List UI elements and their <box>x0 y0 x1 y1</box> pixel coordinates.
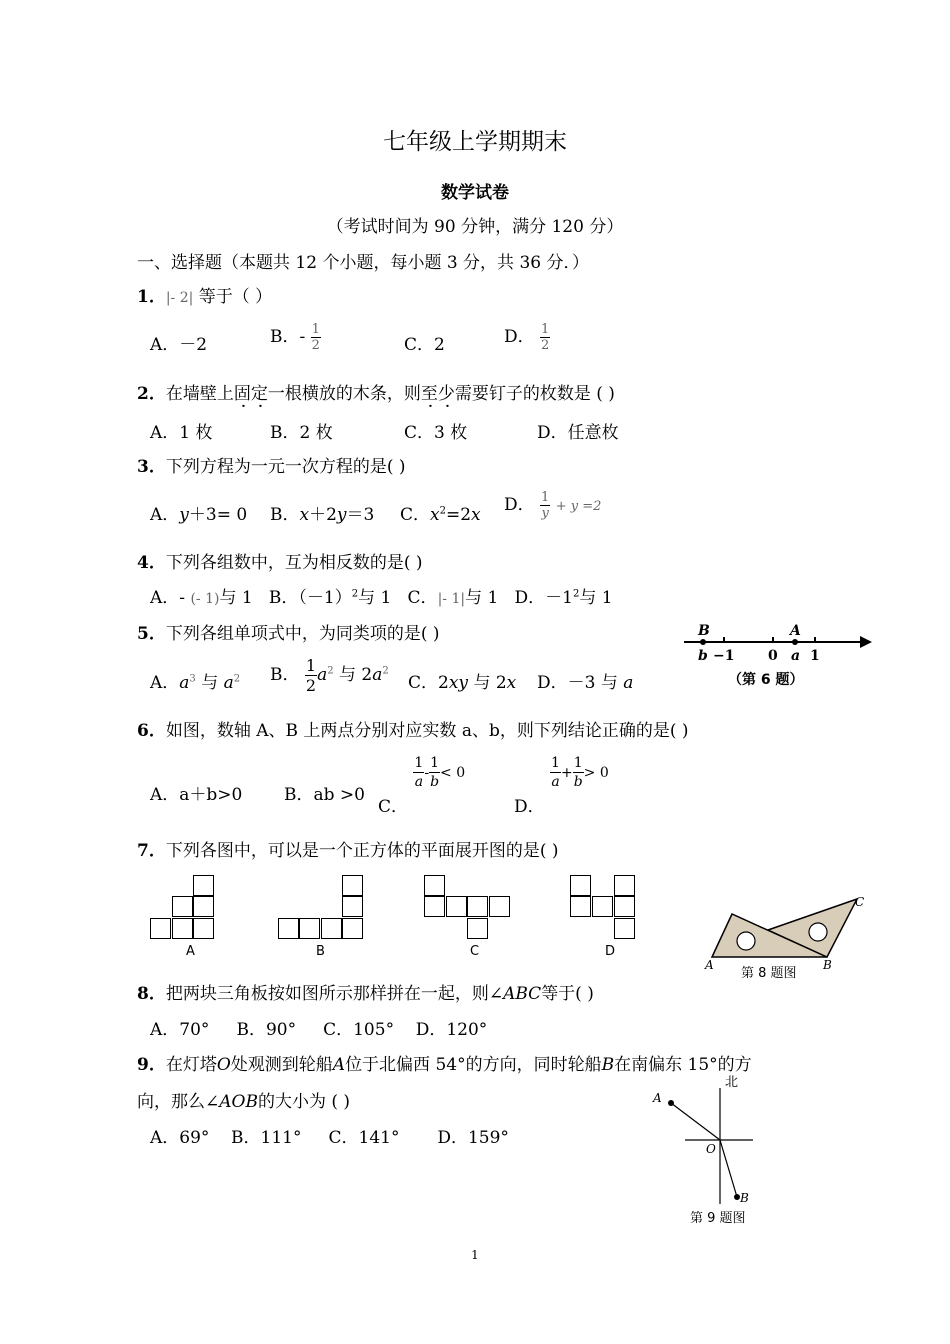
net-square <box>193 896 214 917</box>
section-heading: 一、选择题（本题共 12 个小题，每小题 3 分，共 36 分．） <box>137 253 590 273</box>
question-5 <box>137 619 440 644</box>
net-square <box>278 918 299 939</box>
option-c-label: C． <box>407 588 438 608</box>
question-9-line-2 <box>137 1087 350 1112</box>
exponent: 2 <box>382 665 389 677</box>
option-label: C． <box>378 797 409 817</box>
fraction <box>540 490 550 521</box>
q3-option-a <box>150 500 247 525</box>
q1-option-a: A．－2 <box>150 335 208 355</box>
numerator: 1 <box>551 755 560 771</box>
fraction <box>573 754 584 791</box>
variable: a <box>317 665 328 685</box>
q3-option-d <box>504 490 601 521</box>
variable: a <box>372 665 383 685</box>
question-number: 2． <box>137 384 166 404</box>
net-square <box>467 918 488 939</box>
q8-options <box>150 1015 487 1040</box>
ray-oa <box>671 1103 720 1140</box>
question-8 <box>137 979 594 1004</box>
denominator: 2 <box>305 676 317 695</box>
number-line-figure <box>676 618 876 690</box>
figure-caption: 第 8 题图 <box>741 966 797 981</box>
exponent: 2 <box>439 505 446 517</box>
emphasis-char: 少 <box>437 384 455 404</box>
question-3 <box>137 452 406 477</box>
ray-ob <box>720 1140 737 1197</box>
cube-net-c <box>424 875 512 941</box>
q6-option-c <box>378 754 466 817</box>
question-number: 1． <box>137 287 166 307</box>
option-d: D．120° <box>415 1020 488 1040</box>
exponent: 2 <box>351 588 359 600</box>
net-square <box>342 918 363 939</box>
q6-option-b: B．ab >0 <box>284 785 365 805</box>
expression: < 0 <box>440 765 466 781</box>
net-square <box>570 896 591 917</box>
option-label: A． <box>150 505 180 525</box>
label-zero: 0 <box>768 648 778 664</box>
point-a <box>668 1100 674 1106</box>
net-square <box>614 918 635 939</box>
question-number: 9． <box>137 1055 166 1075</box>
variable: x <box>471 505 481 525</box>
numerator: 1 <box>573 755 583 771</box>
hole-right <box>809 923 827 941</box>
net-label-d: D <box>605 944 616 959</box>
denominator: a <box>414 774 424 790</box>
variable: x <box>506 673 517 693</box>
abs-expression: |- 2| <box>165 290 194 306</box>
net-square <box>150 918 171 939</box>
question-4 <box>137 548 423 573</box>
question-stem: 如图，数轴 A、B 上两点分别对应实数 a、b，则下列结论正确的是( ) <box>165 721 689 741</box>
net-square <box>614 875 635 896</box>
option-a: A．69° <box>150 1128 210 1148</box>
figure-caption: 第 9 题图 <box>690 1211 746 1226</box>
stem-part: 处观测到轮船 <box>230 1055 333 1075</box>
label-B: B <box>698 623 710 639</box>
point-a <box>792 639 798 645</box>
expression: > 0 <box>583 765 609 781</box>
label-B: B <box>823 958 832 972</box>
question-stem: 把两块三角板按如图所示那样拼在一起，则∠ <box>165 984 504 1004</box>
variable: y <box>336 505 347 525</box>
expression: + y =2 <box>555 499 602 514</box>
fraction <box>540 322 550 353</box>
expression: ＝3 <box>346 505 375 525</box>
label-B: B <box>740 1191 749 1205</box>
expression: 与 2 <box>339 665 373 685</box>
net-square <box>299 918 320 939</box>
fraction <box>429 754 440 791</box>
exponent: 3 <box>189 673 196 685</box>
net-square <box>342 875 363 896</box>
variable: xy <box>448 673 469 693</box>
label-north: 北 <box>725 1075 739 1090</box>
question-number: 3． <box>137 457 166 477</box>
variable: a <box>179 673 190 693</box>
expression: ＋3= 0 <box>188 505 248 525</box>
option-label: B． <box>270 505 300 525</box>
expression: ＋2 <box>309 505 337 525</box>
q5-option-a <box>150 668 240 693</box>
question-6 <box>137 716 689 741</box>
option-label: D． <box>504 327 535 347</box>
question-1 <box>137 282 272 307</box>
fraction <box>311 322 321 353</box>
net-label-a: A <box>186 944 195 959</box>
denominator: 2 <box>541 338 550 353</box>
label-A: A <box>653 1091 662 1105</box>
net-label-c: C <box>470 944 480 959</box>
stem-part: 位于北偏西 54°的方向，同时轮船 <box>345 1055 602 1075</box>
page-title: 七年级上学期期末 <box>383 129 567 155</box>
emphasis-char: 至 <box>420 384 438 404</box>
net-square <box>592 896 613 917</box>
variable: ABC <box>503 984 542 1004</box>
question-stem: 下列各组单项式中，为同类项的是( ) <box>165 624 440 644</box>
option-label: D． <box>504 495 535 515</box>
option-d: D．159° <box>437 1128 509 1148</box>
question-number: 4． <box>137 553 166 573</box>
q2-option-c: C．3 枚 <box>404 423 468 443</box>
label-A: A <box>705 958 714 972</box>
expression: (- 1) <box>190 591 220 607</box>
stem-part: 的大小为 ( ) <box>257 1092 351 1112</box>
question-stem: 等于( ) <box>541 984 594 1004</box>
expression: 与 1 <box>219 588 253 608</box>
option-b: B．90° <box>236 1020 297 1040</box>
option-label: B．- <box>270 327 306 347</box>
numerator: 1 <box>311 322 320 337</box>
q5-option-c <box>408 668 516 693</box>
net-square <box>342 896 363 917</box>
page-subtitle: 数学试卷 <box>441 183 509 203</box>
expression: 与 1 <box>465 588 499 608</box>
numerator: 1 <box>414 755 424 771</box>
question-2 <box>137 379 615 404</box>
expression: 与 1 <box>358 588 392 608</box>
question-7 <box>137 836 559 861</box>
question-stem: 下列方程为一元一次方程的是( ) <box>165 457 406 477</box>
stem-part: 在灯塔 <box>165 1055 217 1075</box>
expression: 与 <box>201 673 219 693</box>
variable: B <box>601 1055 615 1075</box>
q5-option-b <box>270 656 389 695</box>
exponent: 2 <box>233 673 241 685</box>
expression: |- 1| <box>437 591 466 607</box>
emphasis-char: 固 <box>233 384 251 404</box>
option-label: C． <box>400 505 431 525</box>
numerator: 1 <box>541 490 550 505</box>
q3-option-b <box>270 500 374 525</box>
variable: a <box>623 673 634 693</box>
cube-net-b <box>278 875 364 941</box>
expression: 与 1 <box>579 588 613 608</box>
exponent: 2 <box>327 665 334 677</box>
question-number: 7． <box>137 841 166 861</box>
net-square <box>172 896 193 917</box>
stem-part: 一根横放的木条，则 <box>267 384 421 404</box>
q6-option-a: A．a＋b>0 <box>150 785 243 805</box>
option-label: B． <box>270 665 300 685</box>
fraction <box>413 754 424 791</box>
expression: =2 <box>445 505 472 525</box>
net-square <box>193 918 214 939</box>
operator: + <box>560 765 573 781</box>
question-number: 6． <box>137 721 166 741</box>
variable: x <box>430 505 440 525</box>
triangles-figure <box>700 890 870 985</box>
emphasis-char: 定 <box>250 384 268 404</box>
q5-option-d <box>537 668 633 693</box>
stem-part: 在墙壁上 <box>165 384 234 404</box>
denominator: 2 <box>311 338 320 353</box>
net-square <box>489 896 510 917</box>
operator: - <box>424 765 430 781</box>
net-square <box>614 896 635 917</box>
cube-net-d <box>570 875 636 941</box>
expression: 与 2 <box>473 673 507 693</box>
option-label: D． <box>514 797 545 817</box>
net-square <box>446 896 467 917</box>
option-a-label: A．- <box>150 588 186 608</box>
variable: a <box>223 673 234 693</box>
option-c: C．141° <box>328 1128 400 1148</box>
option-label: C．2 <box>408 673 449 693</box>
q3-option-c <box>400 500 481 525</box>
net-label-b: B <box>316 944 325 959</box>
stem-part: 需要钉子的枚数是 ( ) <box>454 384 615 404</box>
stem-part: 在南偏东 15°的方 <box>614 1055 752 1075</box>
question-stem: 下列各组数中，互为相反数的是( ) <box>165 553 423 573</box>
q4-options <box>150 583 613 608</box>
option-b-label: B．（－1） <box>268 588 352 608</box>
q1-option-c: C．2 <box>404 335 445 355</box>
fraction <box>550 754 561 791</box>
label-minus-one: −1 <box>713 648 735 664</box>
arrow-icon <box>860 636 872 648</box>
option-c: C．105° <box>323 1020 395 1040</box>
numerator: 1 <box>430 755 440 771</box>
denominator: b <box>430 774 440 790</box>
q1-option-b <box>270 322 321 353</box>
cube-net-a <box>150 875 216 941</box>
q1-option-d <box>504 322 550 353</box>
net-square <box>172 918 193 939</box>
exponent: 2 <box>573 588 580 600</box>
figure-caption: （第 6 题） <box>728 672 804 688</box>
variable: y <box>179 505 189 525</box>
fraction <box>305 656 317 695</box>
net-square <box>467 896 488 917</box>
variable: A <box>332 1055 346 1075</box>
point-b <box>700 639 706 645</box>
net-square <box>570 875 591 896</box>
option-label: A． <box>150 673 180 693</box>
compass-figure <box>645 1070 770 1230</box>
option-a: A．70° <box>150 1020 210 1040</box>
net-square <box>321 918 342 939</box>
net-square <box>424 875 445 896</box>
numerator: 1 <box>305 656 317 675</box>
exam-info: （考试时间为 90 分钟，满分 120 分） <box>326 217 624 237</box>
label-A: A <box>790 623 801 639</box>
option-label: D．－3 与 <box>537 673 618 693</box>
variable: x <box>299 505 310 525</box>
net-square <box>193 875 214 896</box>
label-C: C <box>855 895 865 909</box>
net-square <box>424 896 445 917</box>
label-a: a <box>791 648 801 664</box>
numerator: 1 <box>541 322 550 337</box>
denominator: y <box>541 506 549 521</box>
question-number: 5． <box>137 624 166 644</box>
option-b: B．111° <box>231 1128 302 1148</box>
hole-left <box>737 932 755 950</box>
question-number: 8． <box>137 984 166 1004</box>
page-number: 1 <box>471 1248 479 1262</box>
q2-option-d: D．任意枚 <box>537 423 619 443</box>
q2-option-b: B．2 枚 <box>270 423 333 443</box>
stem-part: 向，那么∠ <box>137 1092 220 1112</box>
label-one: 1 <box>810 648 820 664</box>
q2-option-a: A．1 枚 <box>150 423 213 443</box>
variable: AOB <box>219 1092 258 1112</box>
option-d-label: D．－1 <box>514 588 573 608</box>
label-O: O <box>706 1142 716 1156</box>
label-b: b <box>698 648 708 664</box>
question-stem: 下列各图中，可以是一个正方体的平面展开图的是( ) <box>165 841 559 861</box>
denominator: a <box>551 774 560 790</box>
q9-options <box>150 1123 509 1148</box>
variable: O <box>216 1055 231 1075</box>
q6-option-d <box>514 754 609 817</box>
denominator: b <box>573 774 583 790</box>
question-stem: 等于（ ） <box>198 287 273 307</box>
